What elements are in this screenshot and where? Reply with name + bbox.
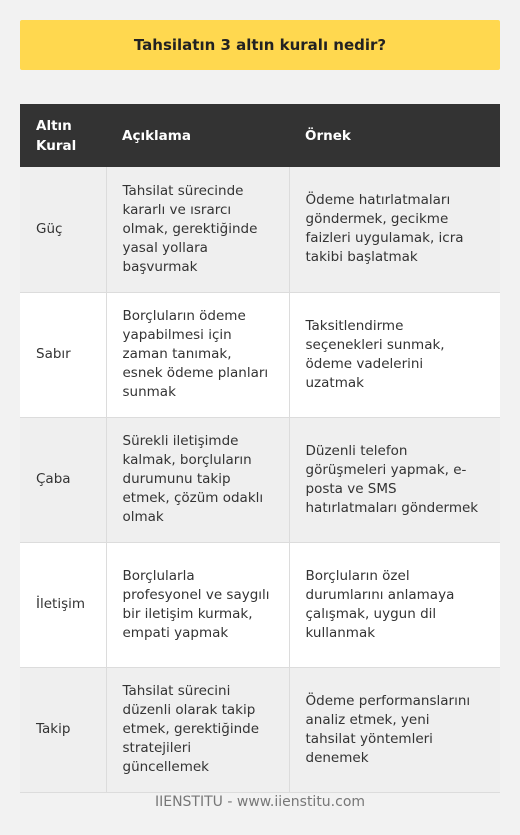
cell-example: Ödeme hatırlatmaları göndermek, gecikme faizleri uygulamak, icra takibi başlatmak — [289, 167, 500, 292]
cell-example: Ödeme performanslarını analiz etmek, yeni tahsilat yöntemleri denemek — [289, 667, 500, 792]
cell-example: Borçluların özel durumlarını anlamaya çalışmak, uygun dil kullanmak — [289, 542, 500, 667]
rules-table — [20, 104, 500, 793]
cell-description: Sürekli iletişimde kalmak, borçluların durumunu takip etmek, çözüm odaklı olmak — [106, 417, 289, 542]
cell-rule: Güç — [20, 167, 106, 292]
table-row — [20, 417, 500, 542]
page-title — [20, 20, 500, 70]
cell-description: Borçluların ödeme yapabilmesi için zaman tanımak, esnek ödeme planları sunmak — [106, 292, 289, 417]
cell-description: Tahsilat sürecinde kararlı ve ısrarcı olmak, gerektiğinde yasal yollara başvurmak — [106, 167, 289, 292]
footer-credit: IIENSTITU - www.iienstitu.com — [154, 794, 366, 810]
cell-description: Tahsilat sürecini düzenli olarak takip etmek, gerektiğinde stratejileri güncellemek — [106, 667, 289, 792]
table-header-row — [20, 104, 500, 167]
header-description: Açıklama — [106, 104, 289, 167]
cell-example: Taksitlendirme seçenekleri sunmak, ödeme vadelerini uzatmak — [289, 292, 500, 417]
table-row — [20, 167, 500, 292]
cell-rule: Sabır — [20, 292, 106, 417]
header-rule: Altın Kural — [20, 104, 106, 167]
cell-rule: Takip — [20, 667, 106, 792]
cell-rule: Çaba — [20, 417, 106, 542]
header-example: Örnek — [289, 104, 500, 167]
cell-rule: İletişim — [20, 542, 106, 667]
table-row — [20, 667, 500, 792]
page-title-text: Tahsilatın 3 altın kuralı nedir? — [133, 36, 387, 54]
table-row — [20, 292, 500, 417]
cell-example: Düzenli telefon görüşmeleri yapmak, e-posta ve SMS hatırlatmaları göndermek — [289, 417, 500, 542]
cell-description: Borçlularla profesyonel ve saygılı bir iletişim kurmak, empati yapmak — [106, 542, 289, 667]
table-row — [20, 542, 500, 667]
